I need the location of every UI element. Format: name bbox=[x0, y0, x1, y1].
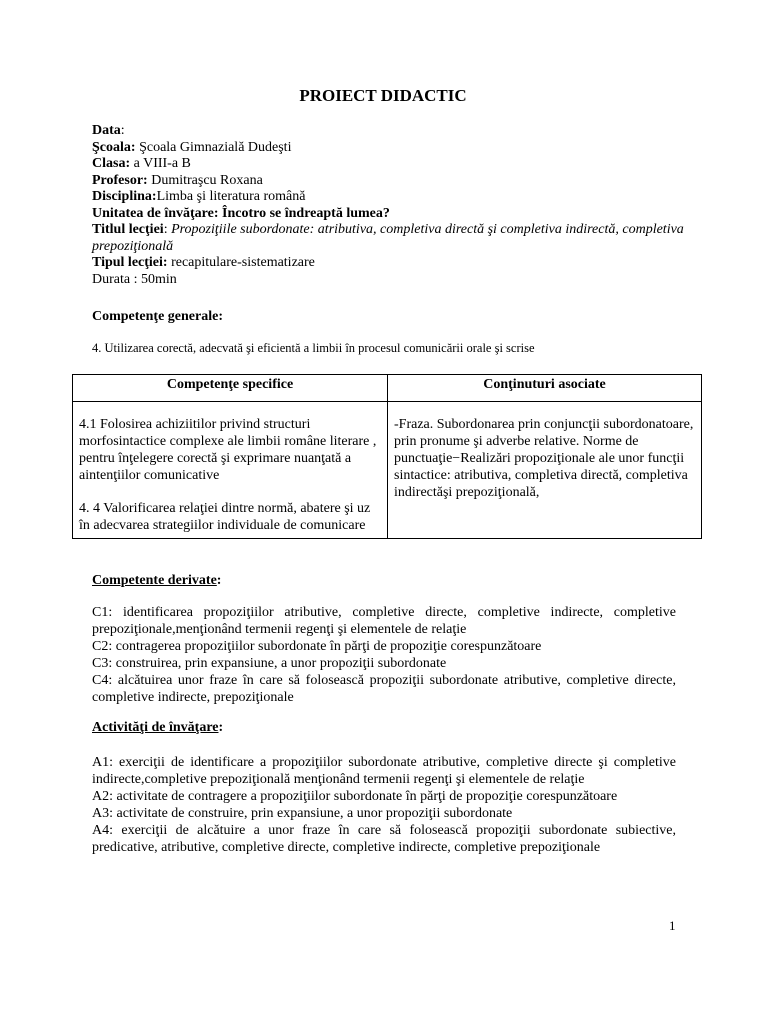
list-item: A4: exerciţii de alcătuire a unor fraze în care să folosească propoziţii subordonate subiective, predicative, atributive, completive directe, completive indirecte, completive prepoziţionale bbox=[92, 823, 676, 855]
competente-derivate-label: Competente derivate bbox=[92, 573, 217, 588]
meta-tipul-label: Tipul lecţiei: bbox=[92, 255, 168, 270]
competente-generale-text: 4. Utilizarea corectă, adecvată şi eficientă a limbii în procesul comunicării orale şi scrise bbox=[92, 341, 535, 355]
competente-generale-title: Competenţe generale: bbox=[92, 309, 224, 324]
meta-titlul-label: Titlul lecţiei bbox=[92, 222, 164, 237]
table-header-row bbox=[73, 375, 702, 402]
list-item: A2: activitate de contragere a propoziţiilor subordonate în părţi de propoziţie corespunzătoare bbox=[92, 789, 618, 804]
meta-tipul-row bbox=[92, 255, 692, 272]
activitati-list bbox=[92, 754, 676, 856]
table-header-competente: Competenţe specifice bbox=[73, 375, 388, 402]
meta-profesor-row bbox=[92, 173, 692, 190]
list-item: C4: alcătuirea unor fraze în care să folosească propoziţii subordonate atributive, completive directe, completive indirecte, prepoziţionale bbox=[92, 673, 676, 705]
page-number: 1 bbox=[669, 918, 676, 933]
list-item: A3: activitate de construire, prin expansiune, a unor propoziţii subordonate bbox=[92, 806, 513, 821]
list-item: C3: construirea, prin expansiune, a unor propoziţii subordonate bbox=[92, 656, 447, 671]
meta-clasa-value: a VIII-a B bbox=[130, 156, 191, 171]
meta-tipul-value: recapitulare-sistematizare bbox=[167, 255, 315, 270]
meta-disciplina-label: Disciplina: bbox=[92, 189, 157, 204]
activitati-label: Activităţi de învăţare bbox=[92, 720, 219, 735]
meta-data-row bbox=[92, 123, 692, 140]
meta-scoala-value: Şcoala Gimnazială Dudeşti bbox=[135, 139, 292, 155]
meta-titlul-value: Propoziţiile subordonate: atributiva, completiva directă şi completiva indirectă, completiva prepoziţională bbox=[92, 222, 684, 254]
meta-titlul-colon: : bbox=[163, 222, 172, 237]
competente-derivate-colon: : bbox=[216, 573, 222, 588]
table-row bbox=[73, 402, 702, 539]
document-title: PROIECT DIDACTIC bbox=[299, 86, 467, 105]
meta-profesor-value: Dumitraşcu Roxana bbox=[147, 172, 263, 188]
competenta-4-1: 4.1 Folosirea achiziitilor privind structuri morfosintactice complexe ale limbii române literare , pentru înţelegere corectă şi exprimare nuanţată a aintenţiilor comunicative bbox=[79, 417, 377, 483]
activitati-title bbox=[92, 720, 223, 736]
meta-disciplina-value: Limba şi literatura română bbox=[156, 189, 306, 204]
list-item: C2: contragerea propoziţiilor subordonate în părţi de propoziţie corespunzătoare bbox=[92, 639, 542, 654]
meta-disciplina-row bbox=[92, 189, 692, 206]
meta-data-label: Data bbox=[92, 123, 121, 138]
list-item: A1: exerciţii de identificare a propoziţiilor subordonate atributive, completive directe şi completive indirecte,completive prepoziţională menţionând termenii regenţi şi elementele de relaţie bbox=[92, 755, 676, 787]
competente-table bbox=[72, 374, 702, 539]
table-cell-continuturi: -Fraza. Subordonarea prin conjuncţii subordonatoare, prin pronume şi adverbe relative. Norme de punctuaţie−Realizări propoziţionale ale unor funcţii sintactice: atributiva, completiva directă, completiva indirectăşi prepoziţională, bbox=[388, 402, 702, 539]
meta-clasa-row bbox=[92, 156, 692, 173]
competente-derivate-title bbox=[92, 573, 221, 589]
activitati-colon: : bbox=[218, 720, 224, 735]
meta-scoala-label: Şcoala: bbox=[92, 139, 136, 155]
competenta-4-4: 4. 4 Valorificarea relaţiei dintre normă, abatere şi uz în adecvarea strategiilor individuale de comunicare bbox=[79, 501, 371, 533]
table-header-continuturi: Conţinuturi asociate bbox=[388, 375, 702, 402]
meta-profesor-label: Profesor: bbox=[92, 172, 148, 188]
lesson-metadata bbox=[92, 123, 692, 288]
meta-clasa-label: Clasa: bbox=[92, 156, 131, 171]
meta-scoala-row bbox=[92, 140, 692, 157]
list-item: C1: identificarea propoziţiilor atributive, completive directe, completive indirecte, completive prepoziţionale,menţionând termenii regenţi şi elementele de relaţie bbox=[92, 605, 676, 637]
meta-data-value: : bbox=[120, 123, 125, 138]
table-cell-competente bbox=[73, 402, 388, 539]
meta-unitatea: Unitatea de învăţare: Încotro se îndreaptă lumea? bbox=[92, 205, 390, 221]
meta-titlul-row bbox=[92, 222, 692, 255]
competente-derivate-list bbox=[92, 604, 676, 706]
meta-durata: Durata : 50min bbox=[92, 271, 177, 287]
